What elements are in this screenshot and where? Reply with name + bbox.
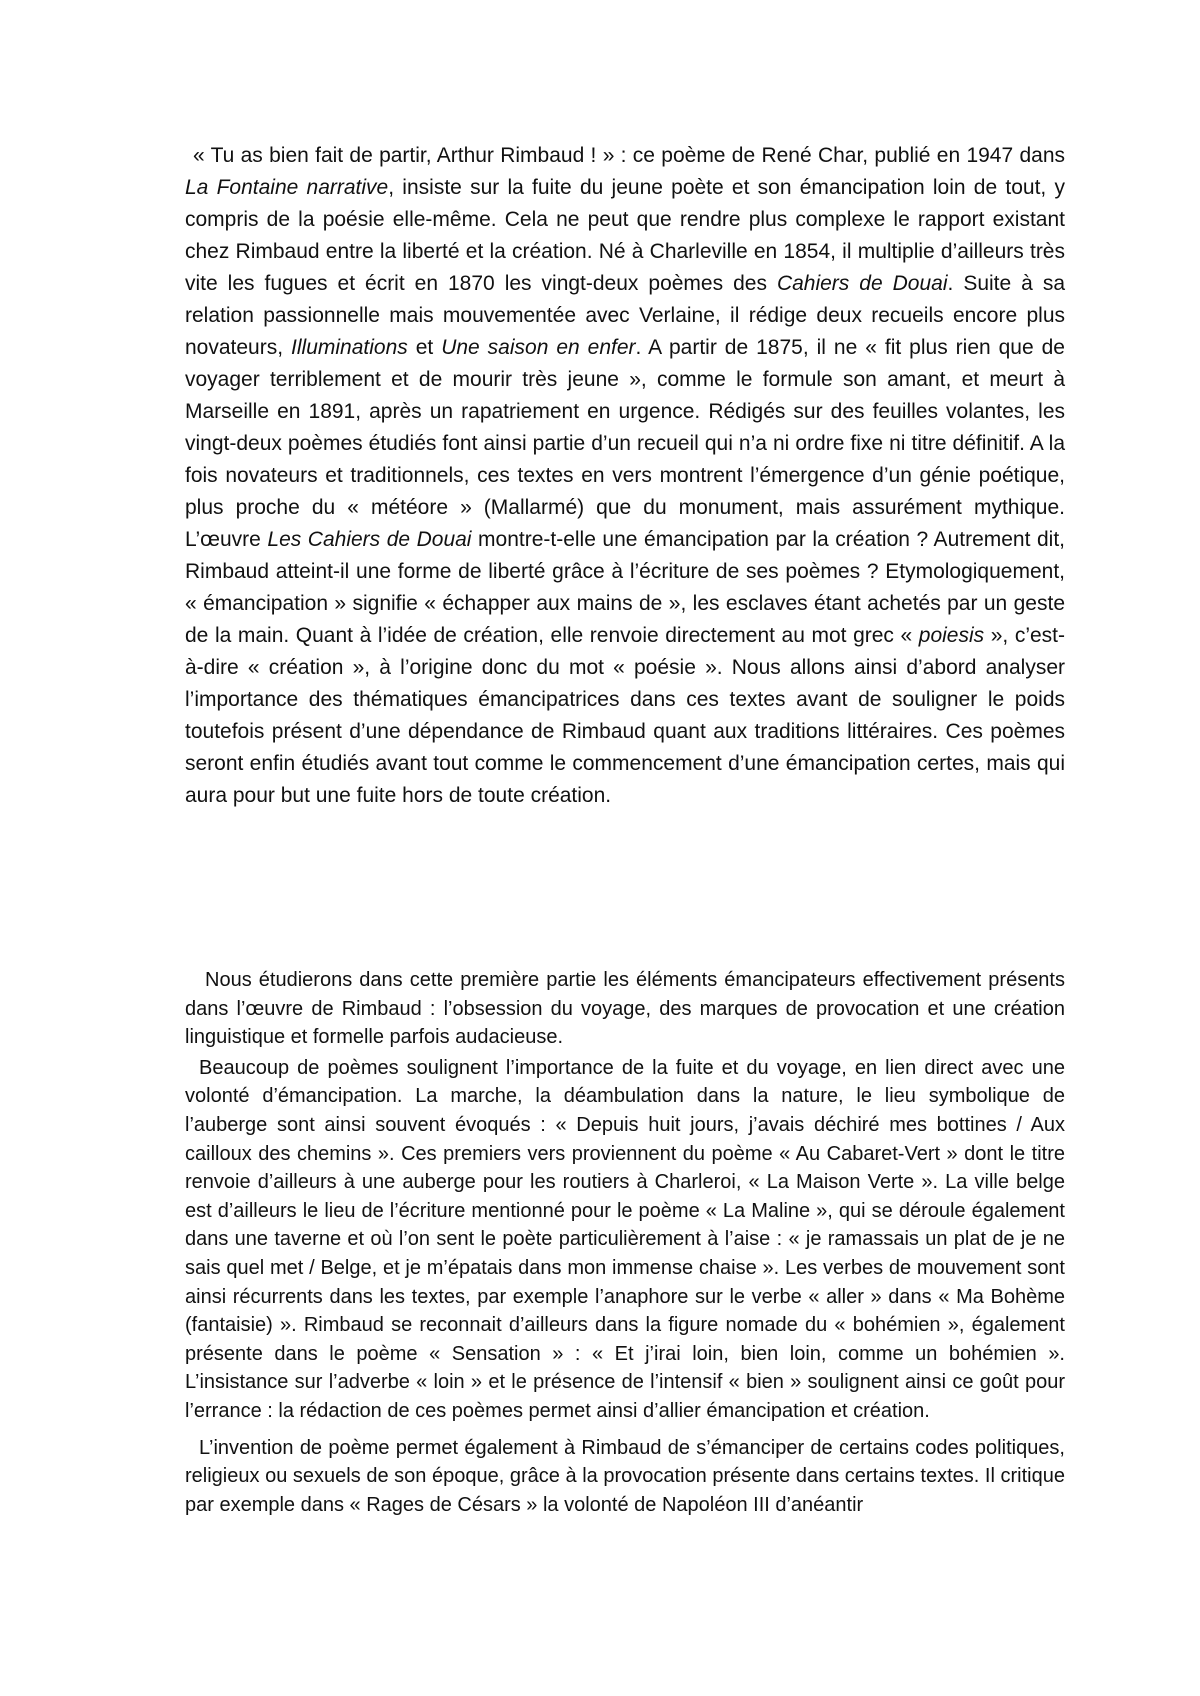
intro-segment-2: , insiste sur la fuite du jeune poète et son émancipation loin de tout, y compris de la poésie elle-même. Cela ne peut que rendre plus complexe le rapport existant chez Rimbaud entre la liberté et la création. Né à Charleville en 1854, il multiplie d’ailleurs très vite les fugues et écrit en 1870 les vingt-deux poèmes des	[185, 176, 1065, 295]
part-one-paragraph-voyage: Beaucoup de poèmes soulignent l’importance de la fuite et du voyage, en lien direct avec une volonté d’émancipation. La marche, la déambulation dans la nature, le lieu symbolique de l’auberge sont ainsi souvent évoqués : « Depuis huit jours, j’avais déchiré mes bottines / Aux cailloux des chemins ». Ces premiers vers proviennent du poème « Au Cabaret-Vert » dont le titre renvoie d’ailleurs à une auberge pour les routiers à Charleroi, « La Maison Verte ». La ville belge est d’ailleurs le lieu de l’écriture mentionné pour le poème « La Maline », qui se déroule également dans une taverne et où l’on sent le poète particulièrement à l’aise : « je ramassais un plat de je ne sais quel met / Belge, et je m’épatais dans mon immense chaise ». Les verbes de mouvement sont ainsi récurrents dans les textes, par exemple l’anaphore sur le verbe « aller » dans « Ma Bohème (fantaisie) ». Rimbaud se reconnait d’ailleurs dans la figure nomade du « bohémien », également présente dans le poème « Sensation » : « Et j’irai loin, bien loin, comme un bohémien ». L’insistance sur l’adverbe « loin » et le présence de l’intensif « bien » soulignent ainsi ce goût pour l’errance : la rédaction de ces poèmes permet ainsi d’allier émancipation et création.	[185, 1056, 1065, 1422]
intro-italic-les-cahiers-de-douai: Les Cahiers de Douai	[267, 528, 472, 551]
intro-italic-cahiers-de-douai: Cahiers de Douai	[776, 272, 948, 295]
intro-segment-1: « Tu as bien fait de partir, Arthur Rimbaud ! » : ce poème de René Char, publié en 1947 dans	[193, 144, 1065, 167]
intro-segment-6: montre-t-elle une émancipation par la création ? Autrement dit, Rimbaud atteint-il une forme de liberté grâce à l’écriture de ses poèmes ? Etymologiquement, « émancipation » signifie « échapper aux mains de », les esclaves étant achetés par un geste de la main. Quant à l’idée de création, elle renvoie directement au mot grec «	[185, 528, 1065, 647]
part-one-introduction: Nous étudierons dans cette première partie les éléments émancipateurs effectivement présents dans l’œuvre de Rimbaud : l’obsession du voyage, des marques de provocation et une création linguistique et formelle parfois audacieuse.	[185, 969, 1065, 1049]
intro-italic-la-fontaine-narrative: La Fontaine narrative	[185, 176, 389, 199]
intro-segment-7: », c’est-à-dire « création », à l’origine donc du mot « poésie ». Nous allons ainsi d’abord analyser l’importance des thématiques émancipatrices dans ces textes avant de souligner le poids toutefois présent d’une dépendance de Rimbaud quant aux traditions littéraires. Ces poèmes seront enfin étudiés avant tout comme le commencement d’une émancipation certes, mais qui aura pour but une fuite hors de toute création.	[185, 624, 1066, 807]
intro-italic-illuminations: Illuminations	[291, 336, 408, 359]
intro-italic-une-saison-en-enfer: Une saison en enfer	[441, 336, 636, 359]
intro-segment-3: . Suite à sa relation passionnelle mais mouvementée avec Verlaine, il rédige deux recueils encore plus novateurs,	[185, 272, 1066, 359]
introduction-text	[185, 140, 1065, 812]
intro-italic-poiesis: poiesis	[918, 624, 985, 647]
intro-segment-4: et	[407, 336, 442, 359]
introduction-paragraph	[185, 140, 1065, 812]
intro-segment-5: . A partir de 1875, il ne « fit plus rien que de voyager terriblement et de mourir très jeune », comme le formule son amant, et meurt à Marseille en 1891, après un rapatriement en urgence. Rédigés sur des feuilles volantes, les vingt-deux poèmes étudiés font ainsi partie d’un recueil qui n’a ni ordre fixe ni titre définitif. A la fois novateurs et traditionnels, ces textes en vers montrent l’émergence d’un génie poétique, plus proche du « météore » (Mallarmé) que du monument, mais assurément mythique. L’œuvre	[185, 336, 1065, 551]
part-one-paragraph-provocation: L’invention de poème permet également à Rimbaud de s’émanciper de certains codes politiques, religieux ou sexuels de son époque, grâce à la provocation présente dans certains textes. Il critique par exemple dans « Rages de Césars » la volonté de Napoléon III d’anéantir	[185, 1436, 1065, 1516]
part-one-text	[185, 966, 1065, 1519]
